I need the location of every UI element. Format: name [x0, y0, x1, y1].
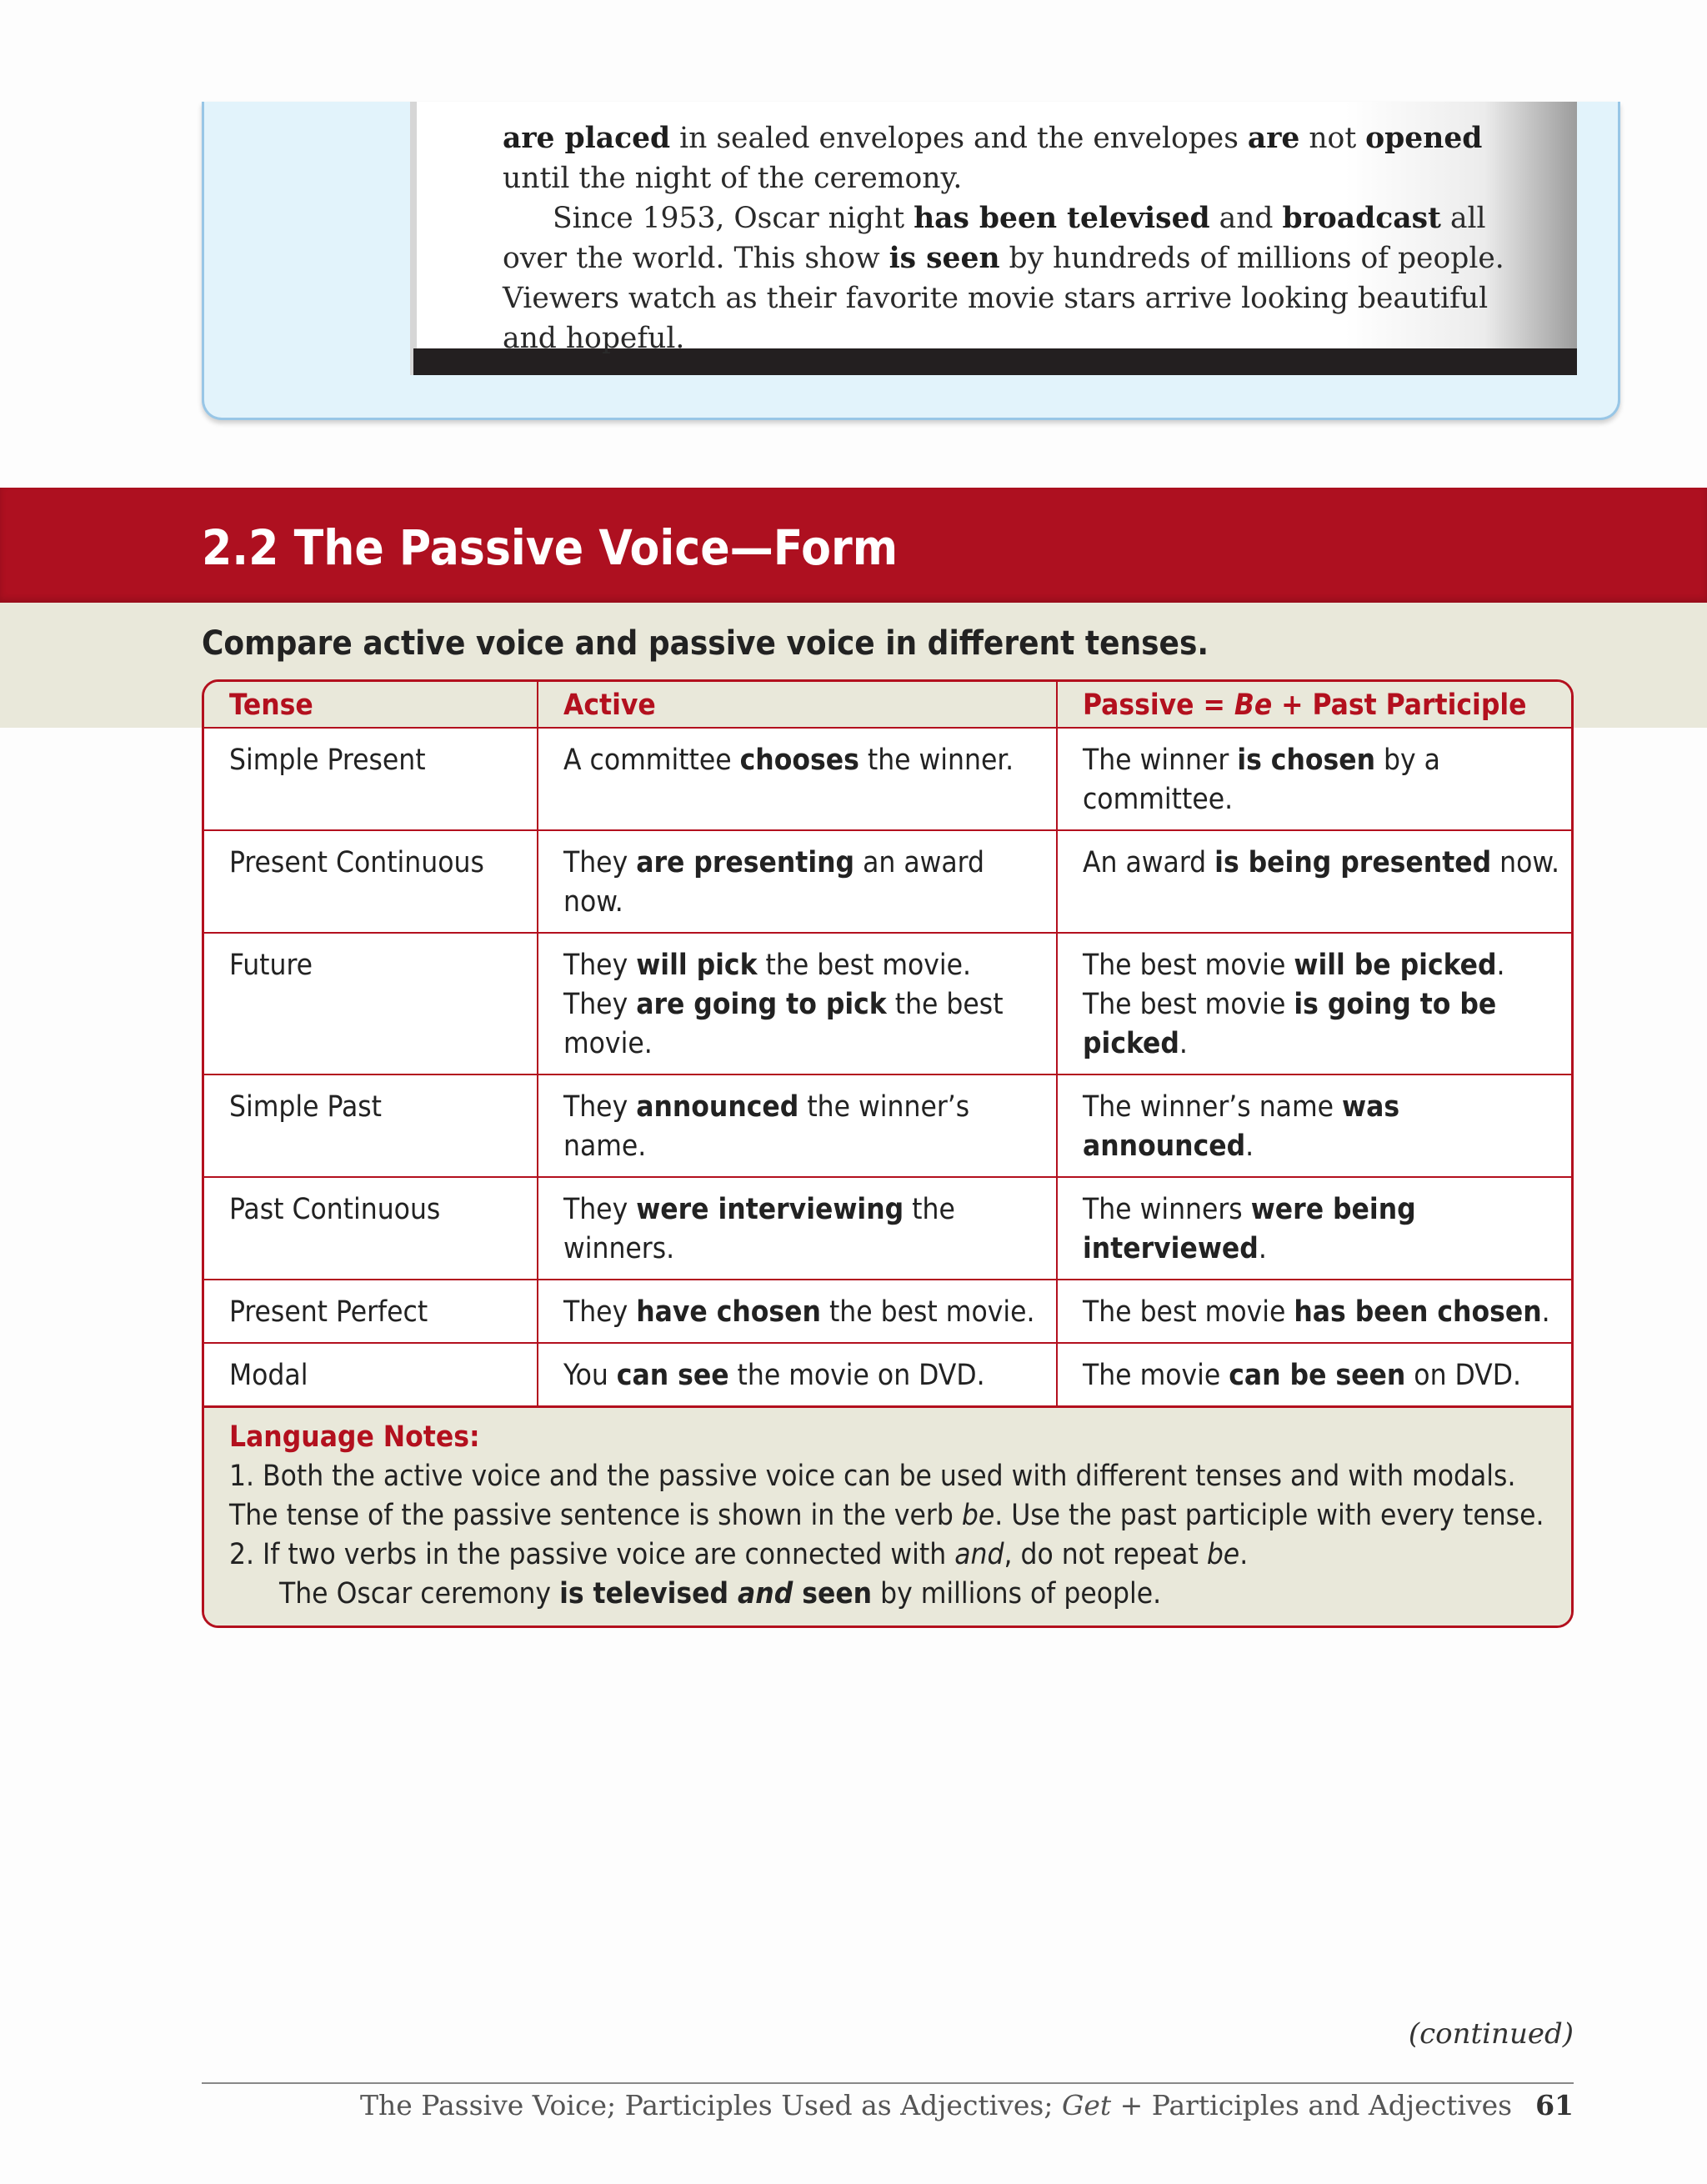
- note-2-example: The Oscar ceremony is televised and seen by millions of people.: [279, 1577, 1162, 1610]
- language-notes: [204, 1405, 1571, 1625]
- table-row: [204, 728, 1571, 830]
- running-footer: [360, 2089, 1574, 2121]
- continued-label: (continued): [1408, 2017, 1574, 2051]
- chapter-title: The Passive Voice; Participles Used as Adjectives; Get + Participles and Adjectives: [359, 2089, 1513, 2121]
- active-cell: They were interviewing the winners.: [538, 1177, 1057, 1280]
- table-header-row: [204, 682, 1571, 728]
- tense-cell: Past Continuous: [204, 1177, 538, 1280]
- tense-cell: Simple Present: [229, 744, 426, 777]
- active-cell: They are presenting an award now.: [538, 830, 1057, 933]
- passive-cell: The winner’s name was announced.: [1057, 1074, 1571, 1177]
- reading-paragraph-1: are placed in sealed envelopes and the envelopes are not opened until the night of the ceremony.: [503, 122, 1483, 195]
- reading-paragraph-2: Since 1953, Oscar night has been televised and broadcast all over the world. This show is seen by hundreds of millions of people. Viewers watch as their favorite movie stars arrive looking beautiful and hopeful.: [503, 202, 1504, 355]
- table-row: [204, 830, 1571, 933]
- note-2: 2. If two verbs in the passive voice are connected with and, do not repeat be.: [229, 1538, 1249, 1571]
- active-cell: They announced the winner’s name.: [538, 1074, 1057, 1177]
- table-row: [204, 1280, 1571, 1343]
- active-cell: You can see the movie on DVD.: [538, 1343, 1057, 1405]
- passive-cell: The best movie will be picked. The best movie is going to be picked.: [1057, 933, 1571, 1074]
- reading-passage: [503, 118, 1536, 358]
- passive-cell: An award is being presented now.: [1057, 830, 1571, 933]
- tense-cell: Present Continuous: [204, 830, 538, 933]
- footer-divider: [202, 2082, 1574, 2084]
- table-row: [204, 1177, 1571, 1280]
- active-cell: A committee chooses the winner.: [538, 728, 1057, 830]
- tense-cell: Simple Past: [204, 1074, 538, 1177]
- active-cell: They have chosen the best movie.: [538, 1280, 1057, 1343]
- table-row: [204, 1074, 1571, 1177]
- section-title: 2.2 The Passive Voice—Form: [202, 519, 899, 576]
- page-number: 61: [1535, 2089, 1574, 2121]
- passive-cell: The winner is chosen by a committee.: [1057, 728, 1571, 830]
- tense-cell: Modal: [204, 1343, 538, 1405]
- language-notes-title: Language Notes:: [229, 1420, 480, 1454]
- column-header-tense: Tense: [204, 682, 538, 728]
- passive-cell: The best movie has been chosen.: [1057, 1280, 1571, 1343]
- section-subtitle: Compare active voice and passive voice in different tenses.: [202, 624, 1209, 663]
- tense-cell: Present Perfect: [204, 1280, 538, 1343]
- passive-cell: The movie can be seen on DVD.: [1057, 1343, 1571, 1405]
- grammar-chart: [202, 679, 1574, 1628]
- tense-comparison-table: [204, 682, 1571, 1405]
- active-cell: They will pick the best movie. They are going to pick the best movie.: [538, 933, 1057, 1074]
- passive-cell: The winners were being interviewed.: [1057, 1177, 1571, 1280]
- column-header-active: Active: [538, 682, 1057, 728]
- note-1: 1. Both the active voice and the passive voice can be used with different tenses and with modals.: [229, 1460, 1516, 1493]
- column-header-passive: Passive = Be + Past Participle: [1057, 682, 1571, 728]
- table-row: [204, 1343, 1571, 1405]
- note-1-continued: The tense of the passive sentence is shown in the verb be. Use the past participle with every tense.: [229, 1499, 1544, 1532]
- table-row: [204, 933, 1571, 1074]
- tense-cell: Future: [204, 933, 538, 1074]
